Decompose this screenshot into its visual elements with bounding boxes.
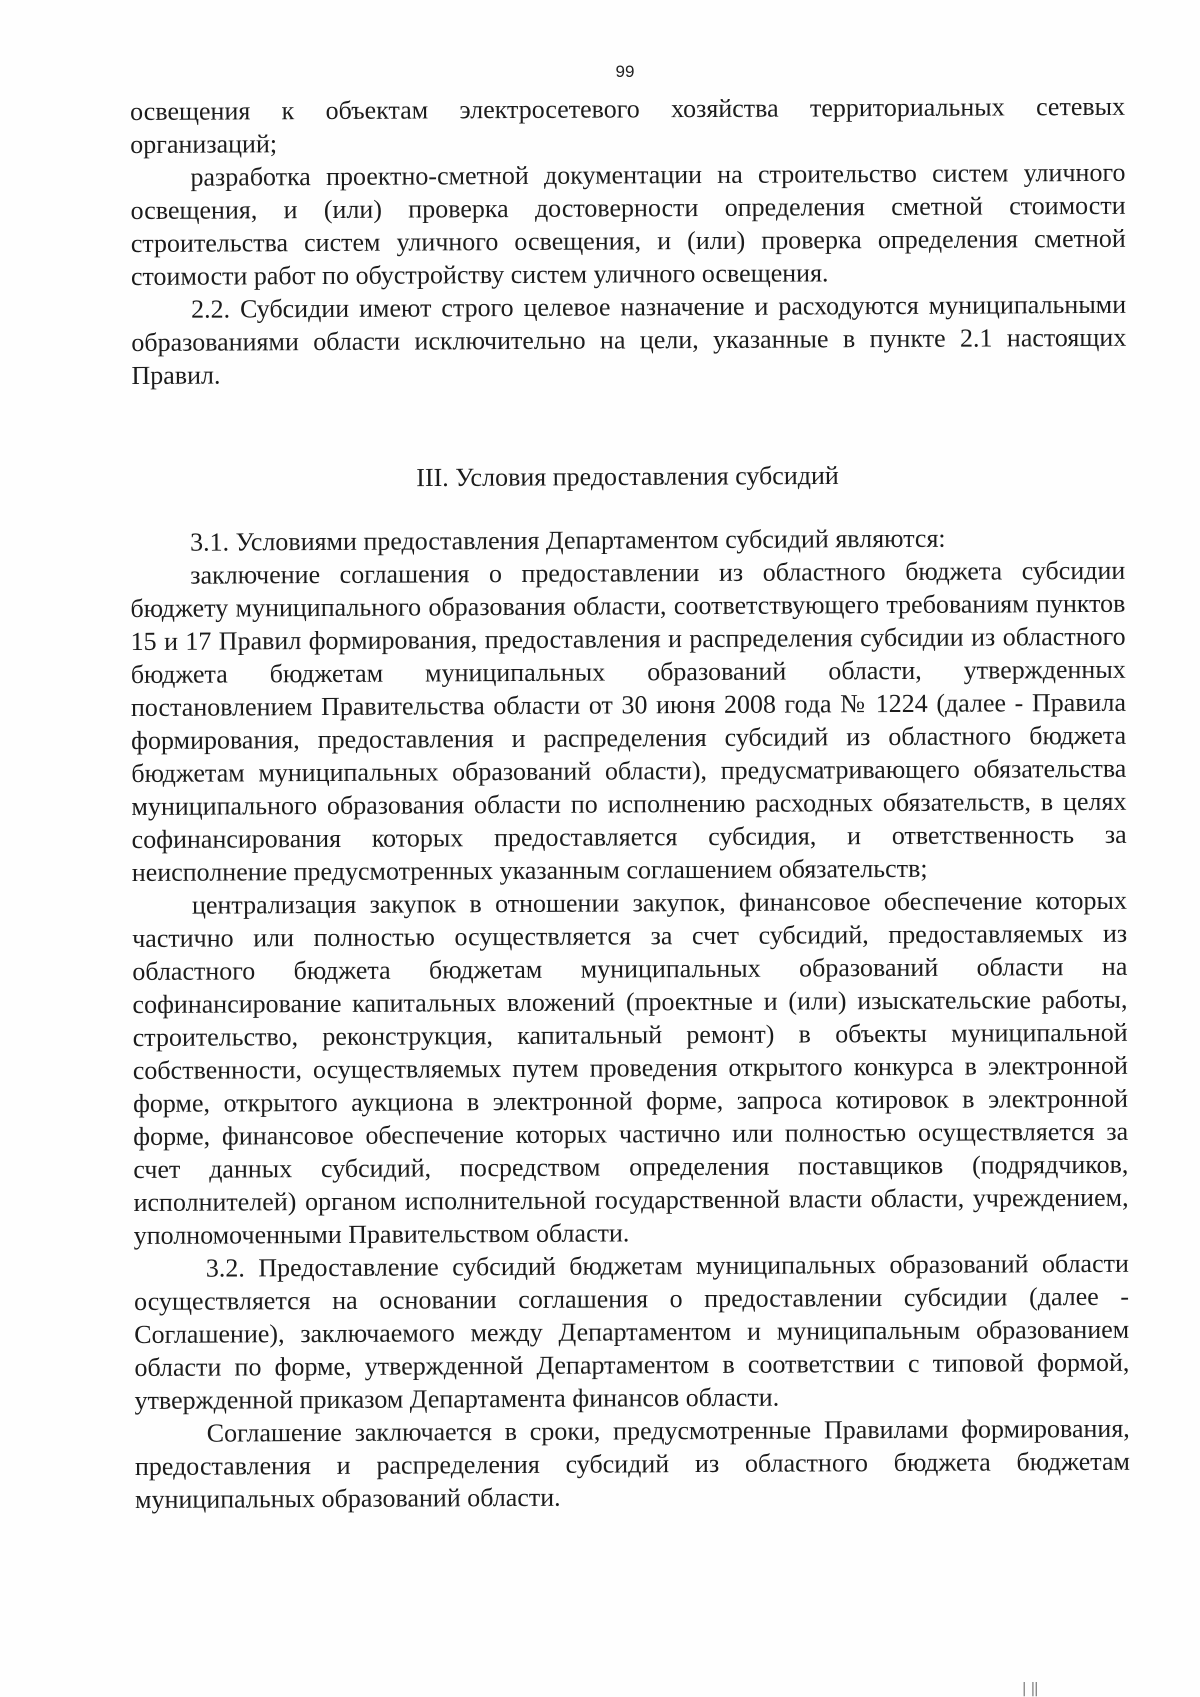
paragraph: разработка проектно-сметной документации на строительство систем уличного освещения, и (или) проверка достоверности определения сметной стоимости строительства систем уличного освещения, и (или) проверка определения сметной стоимости работ по обустройству систем уличного освещения. — [130, 157, 1126, 291]
paragraph: 3.2. Предоставление субсидий бюджетам муниципальных образований области осуществляется на основании соглашения о предоставлении субсидии (далее - Соглашение), заключаемого между Департаментом и муниципальным образованием области по форме, утвержденной Департаментом в соответствии с типовой формой, утвержденной приказом Департамента финансов области. — [133, 1248, 1130, 1415]
paragraph: 2.2. Субсидии имеют строго целевое назначение и расходуются муниципальными образованиями области исключительно на цели, указанные в пункте 2.1 настоящих Правил. — [131, 289, 1127, 390]
section-heading: III. Условия предоставления субсидий — [416, 460, 839, 493]
paragraph: Соглашение заключается в сроки, предусмотренные Правилами формирования, предоставления и распределения субсидий из областного бюджета бюджетам муниципальных образований области. — [134, 1413, 1130, 1514]
paragraph: 3.1. Условиями предоставления Департаментом субсидий являются: — [190, 523, 946, 557]
paragraph: централизация закупок в отношении закупок, финансовое обеспечение которых частично или полностью осуществляется за счет субсидий, предоставляемых из областного бюджета бюджетам муниципальных образований области на софинансирование капитальных вложений (проектные и (или) изыскательские работы, строительство, реконструкция, капитальный ремонт) в объекты муниципальной собственности, осуществляемых путем проведения открытого конкурса в электронной форме, открытого аукциона в электронной форме, запроса котировок в электронной форме, финансовое обеспечение которых частично или полностью осуществляется за счет данных субсидий, посредством определения поставщиков (подрядчиков, исполнителей) органом исполнительной государственной власти области, учреждением, уполномоченными Правительством области. — [132, 885, 1129, 1250]
section-text-block — [130, 521, 1130, 1516]
paragraph: освещения к объектам электросетевого хозяйства территориальных сетевых организаций; — [130, 91, 1126, 159]
scan-artifact: |‖ — [1020, 1681, 1041, 1697]
top-text-block — [130, 90, 1127, 392]
page-number: 99 — [615, 62, 635, 81]
paragraph: заключение соглашения о предоставлении из областного бюджета субсидии бюджету муниципального образования области, соответствующего требованиям пунктов 15 и 17 Правил формирования, предоставления и распределения субсидии из областного бюджета бюджетам муниципальных образований области, утвержденных постановлением Правительства области от 30 июня 2008 года № 1224 (далее - Правила формирования, предоставления и распределения субсидий из областного бюджета бюджетам муниципальных образований области), предусматривающего обязательства муниципального образования области по исполнению расходных обязательств, в целях софинансирования которых предоставляется субсидия, и ответственность за неисполнение предусмотренных указанным соглашением обязательств; — [130, 555, 1127, 887]
